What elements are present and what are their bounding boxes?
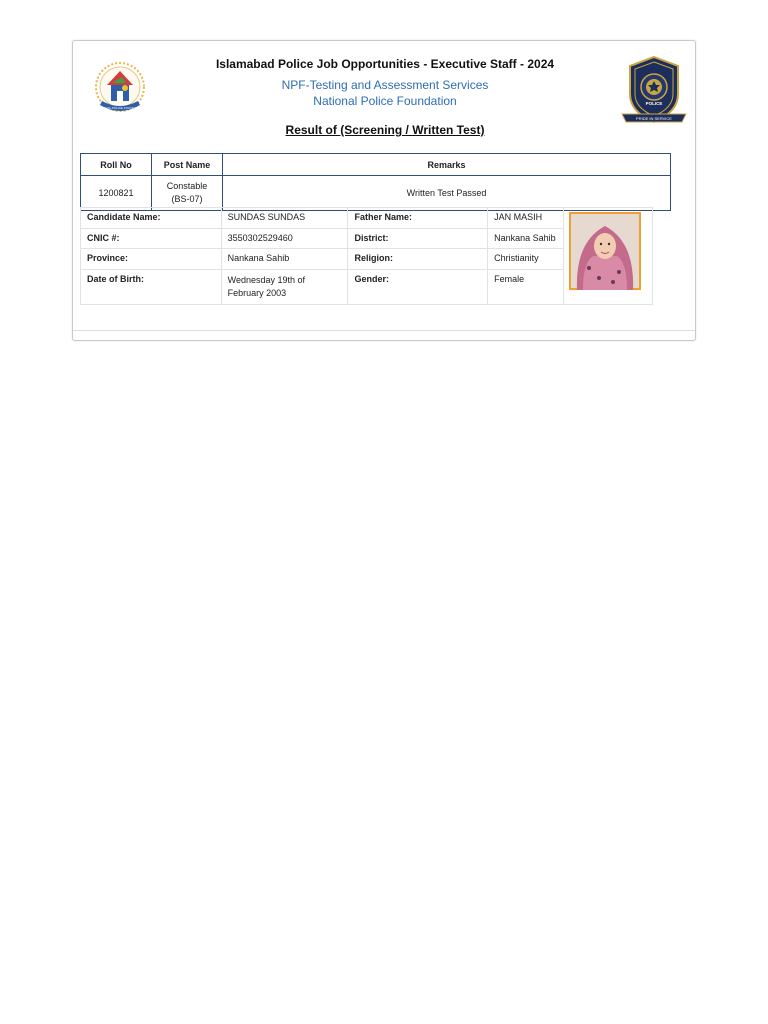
npf-logo-icon xyxy=(90,57,150,119)
roll-no-value: 1200821 xyxy=(81,176,152,211)
district-value: Nankana Sahib xyxy=(488,229,564,249)
svg-text:NATIONAL POLICE FOUNDATION: NATIONAL POLICE FOUNDATION xyxy=(96,106,144,110)
table-row xyxy=(81,208,653,229)
gender-value: Female xyxy=(488,270,564,305)
remarks-value: Written Test Passed xyxy=(223,176,671,211)
religion-label: Religion: xyxy=(348,249,488,270)
gender-label: Gender: xyxy=(348,270,488,305)
candidate-photo-icon xyxy=(569,212,647,290)
dob-value xyxy=(221,270,348,305)
province-value: Nankana Sahib xyxy=(221,249,348,270)
page-title: Islamabad Police Job Opportunities - Executive Staff - 2024 xyxy=(215,57,555,71)
post-name-line2: (BS-07) xyxy=(171,194,203,204)
cnic-value: 3550302529460 xyxy=(221,229,348,249)
cnic-label: CNIC #: xyxy=(81,229,222,249)
police-badge-icon xyxy=(620,54,688,128)
result-heading: Result of (Screening / Written Test) xyxy=(285,123,485,137)
father-name-value: JAN MASIH xyxy=(488,208,564,229)
result-table xyxy=(80,153,671,211)
post-name-value xyxy=(152,176,223,211)
card-divider xyxy=(73,330,695,331)
svg-text:POLICE: POLICE xyxy=(645,101,663,106)
result-table-header-row xyxy=(81,154,671,176)
post-name-line1: Constable xyxy=(166,181,208,191)
org-name-line1: NPF-Testing and Assessment Services xyxy=(281,78,489,92)
table-row xyxy=(81,176,671,211)
header-roll-no: Roll No xyxy=(81,154,152,176)
district-label: District: xyxy=(348,229,488,249)
province-label: Province: xyxy=(81,249,222,270)
result-card xyxy=(72,40,696,341)
svg-text:PRIDE IN SERVICE: PRIDE IN SERVICE xyxy=(636,116,672,121)
father-name-label: Father Name: xyxy=(348,208,488,229)
candidate-name-value: SUNDAS SUNDAS xyxy=(221,208,348,229)
org-name-line2: National Police Foundation xyxy=(313,94,457,108)
dob-line1: Wednesday 19th of xyxy=(227,275,306,285)
header-remarks: Remarks xyxy=(223,154,671,176)
photo-cell xyxy=(564,208,653,305)
dob-label: Date of Birth: xyxy=(81,270,222,305)
candidate-name-label: Candidate Name: xyxy=(81,208,222,229)
dob-line2: February 2003 xyxy=(227,288,287,298)
candidate-details-table xyxy=(80,207,653,305)
religion-value: Christianity xyxy=(488,249,564,270)
header-post-name: Post Name xyxy=(152,154,223,176)
